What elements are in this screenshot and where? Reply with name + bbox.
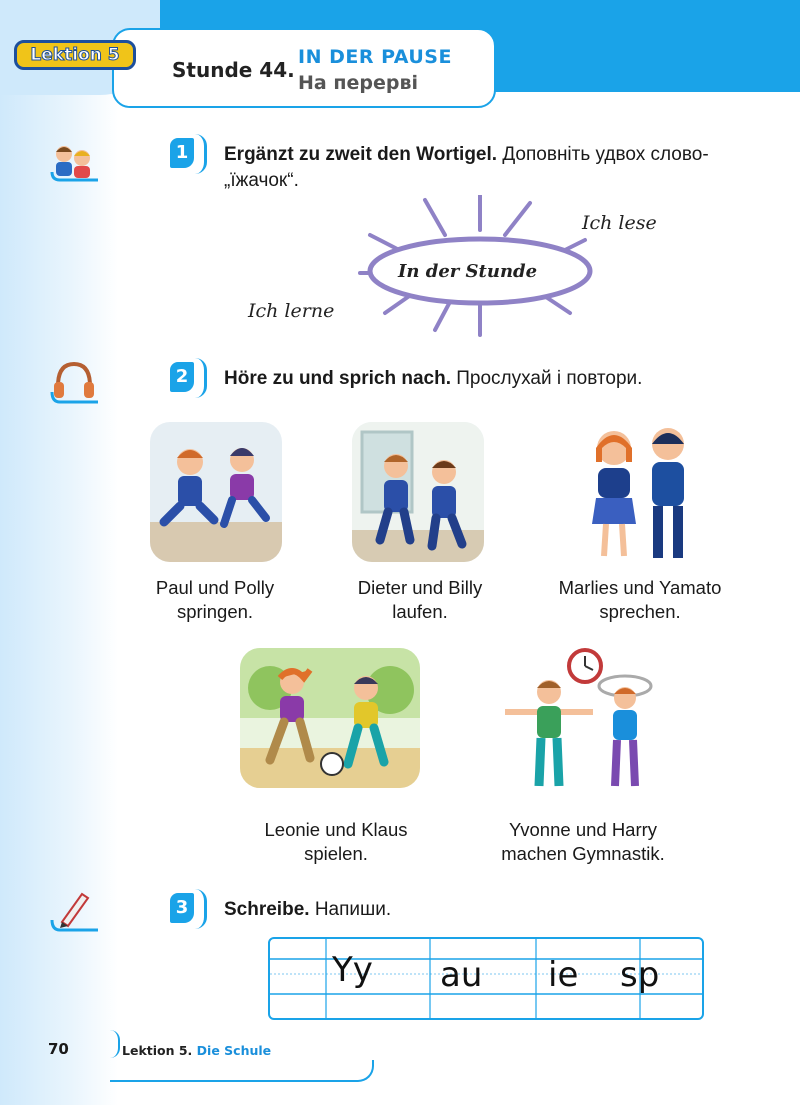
picture-yvonne-harry	[495, 646, 665, 796]
task-3-bracket	[194, 889, 207, 929]
caption-line: laufen.	[392, 601, 448, 622]
caption-line: Paul und Polly	[155, 577, 275, 598]
task-2-instruction-ua: Прослухай і повтори.	[450, 368, 643, 389]
task-2-instruction	[224, 366, 764, 392]
caption-line: spielen.	[304, 843, 368, 864]
caption-line: Dieter und Billy	[357, 577, 483, 598]
task-3-instruction-bold: Schreibe.	[224, 899, 310, 920]
caption-line: Marlies und Yamato	[558, 577, 722, 598]
task-2-bracket	[194, 358, 207, 398]
letters-yy: Yy	[332, 950, 373, 990]
hedgehog-center-word: In der Stunde	[398, 261, 538, 282]
picture-dieter-billy	[352, 422, 484, 562]
caption-line: springen.	[176, 601, 254, 622]
lesson-title-german: IN DER PAUSE	[298, 46, 452, 68]
picture-paul-polly	[150, 422, 282, 562]
caption-dieter-billy	[330, 576, 510, 624]
hedgehog-example-right: Ich lese	[582, 212, 657, 234]
lesson-number: Stunde 44.	[172, 58, 295, 82]
hedgehog-example-left: Ich lerne	[248, 300, 335, 322]
pencil-icon	[50, 888, 100, 932]
lesson-title-box	[112, 28, 496, 108]
letters-sp: sp	[620, 955, 660, 995]
caption-marlies-yamato	[530, 576, 750, 624]
task-1-number: 1	[170, 138, 194, 168]
headphones-icon	[50, 360, 100, 404]
lesson-title-ukrainian: На перерві	[298, 72, 418, 94]
lektion-badge: Lektion 5	[14, 40, 136, 70]
footer-topic: Die Schule	[196, 1043, 272, 1058]
task-1-bracket	[194, 134, 207, 174]
letters-au: au	[440, 955, 483, 995]
task-1-instruction-ua: Доповніть удвох слово-„їжачок“.	[224, 144, 709, 191]
picture-leonie-klaus	[240, 648, 420, 788]
task-3-instruction	[224, 897, 624, 923]
caption-line: sprechen.	[599, 601, 681, 622]
footer-title	[122, 1043, 271, 1058]
task-1-instruction	[224, 142, 754, 194]
page-number: 70	[48, 1040, 69, 1058]
task-3-number: 3	[170, 893, 194, 923]
two-children-icon	[50, 142, 100, 182]
caption-leonie-klaus	[236, 818, 436, 866]
caption-line: Yvonne und Harry	[508, 819, 658, 840]
picture-marlies-yamato	[570, 418, 710, 566]
task-2-number: 2	[170, 362, 194, 392]
letters-ie: ie	[548, 955, 579, 995]
caption-line: Leonie und Klaus	[264, 819, 408, 840]
task-3-instruction-ua: Напиши.	[309, 899, 392, 920]
caption-line: machen Gymnastik.	[501, 843, 665, 864]
footer-underline	[110, 1060, 374, 1082]
task-2-instruction-bold: Höre zu und sprich nach.	[224, 368, 451, 389]
footer-bracket	[108, 1030, 120, 1058]
footer-lektion: Lektion 5.	[122, 1043, 193, 1058]
caption-yvonne-harry	[458, 818, 708, 866]
caption-paul-polly	[130, 576, 300, 624]
task-1-instruction-bold: Ergänzt zu zweit den Wortigel.	[224, 144, 498, 165]
